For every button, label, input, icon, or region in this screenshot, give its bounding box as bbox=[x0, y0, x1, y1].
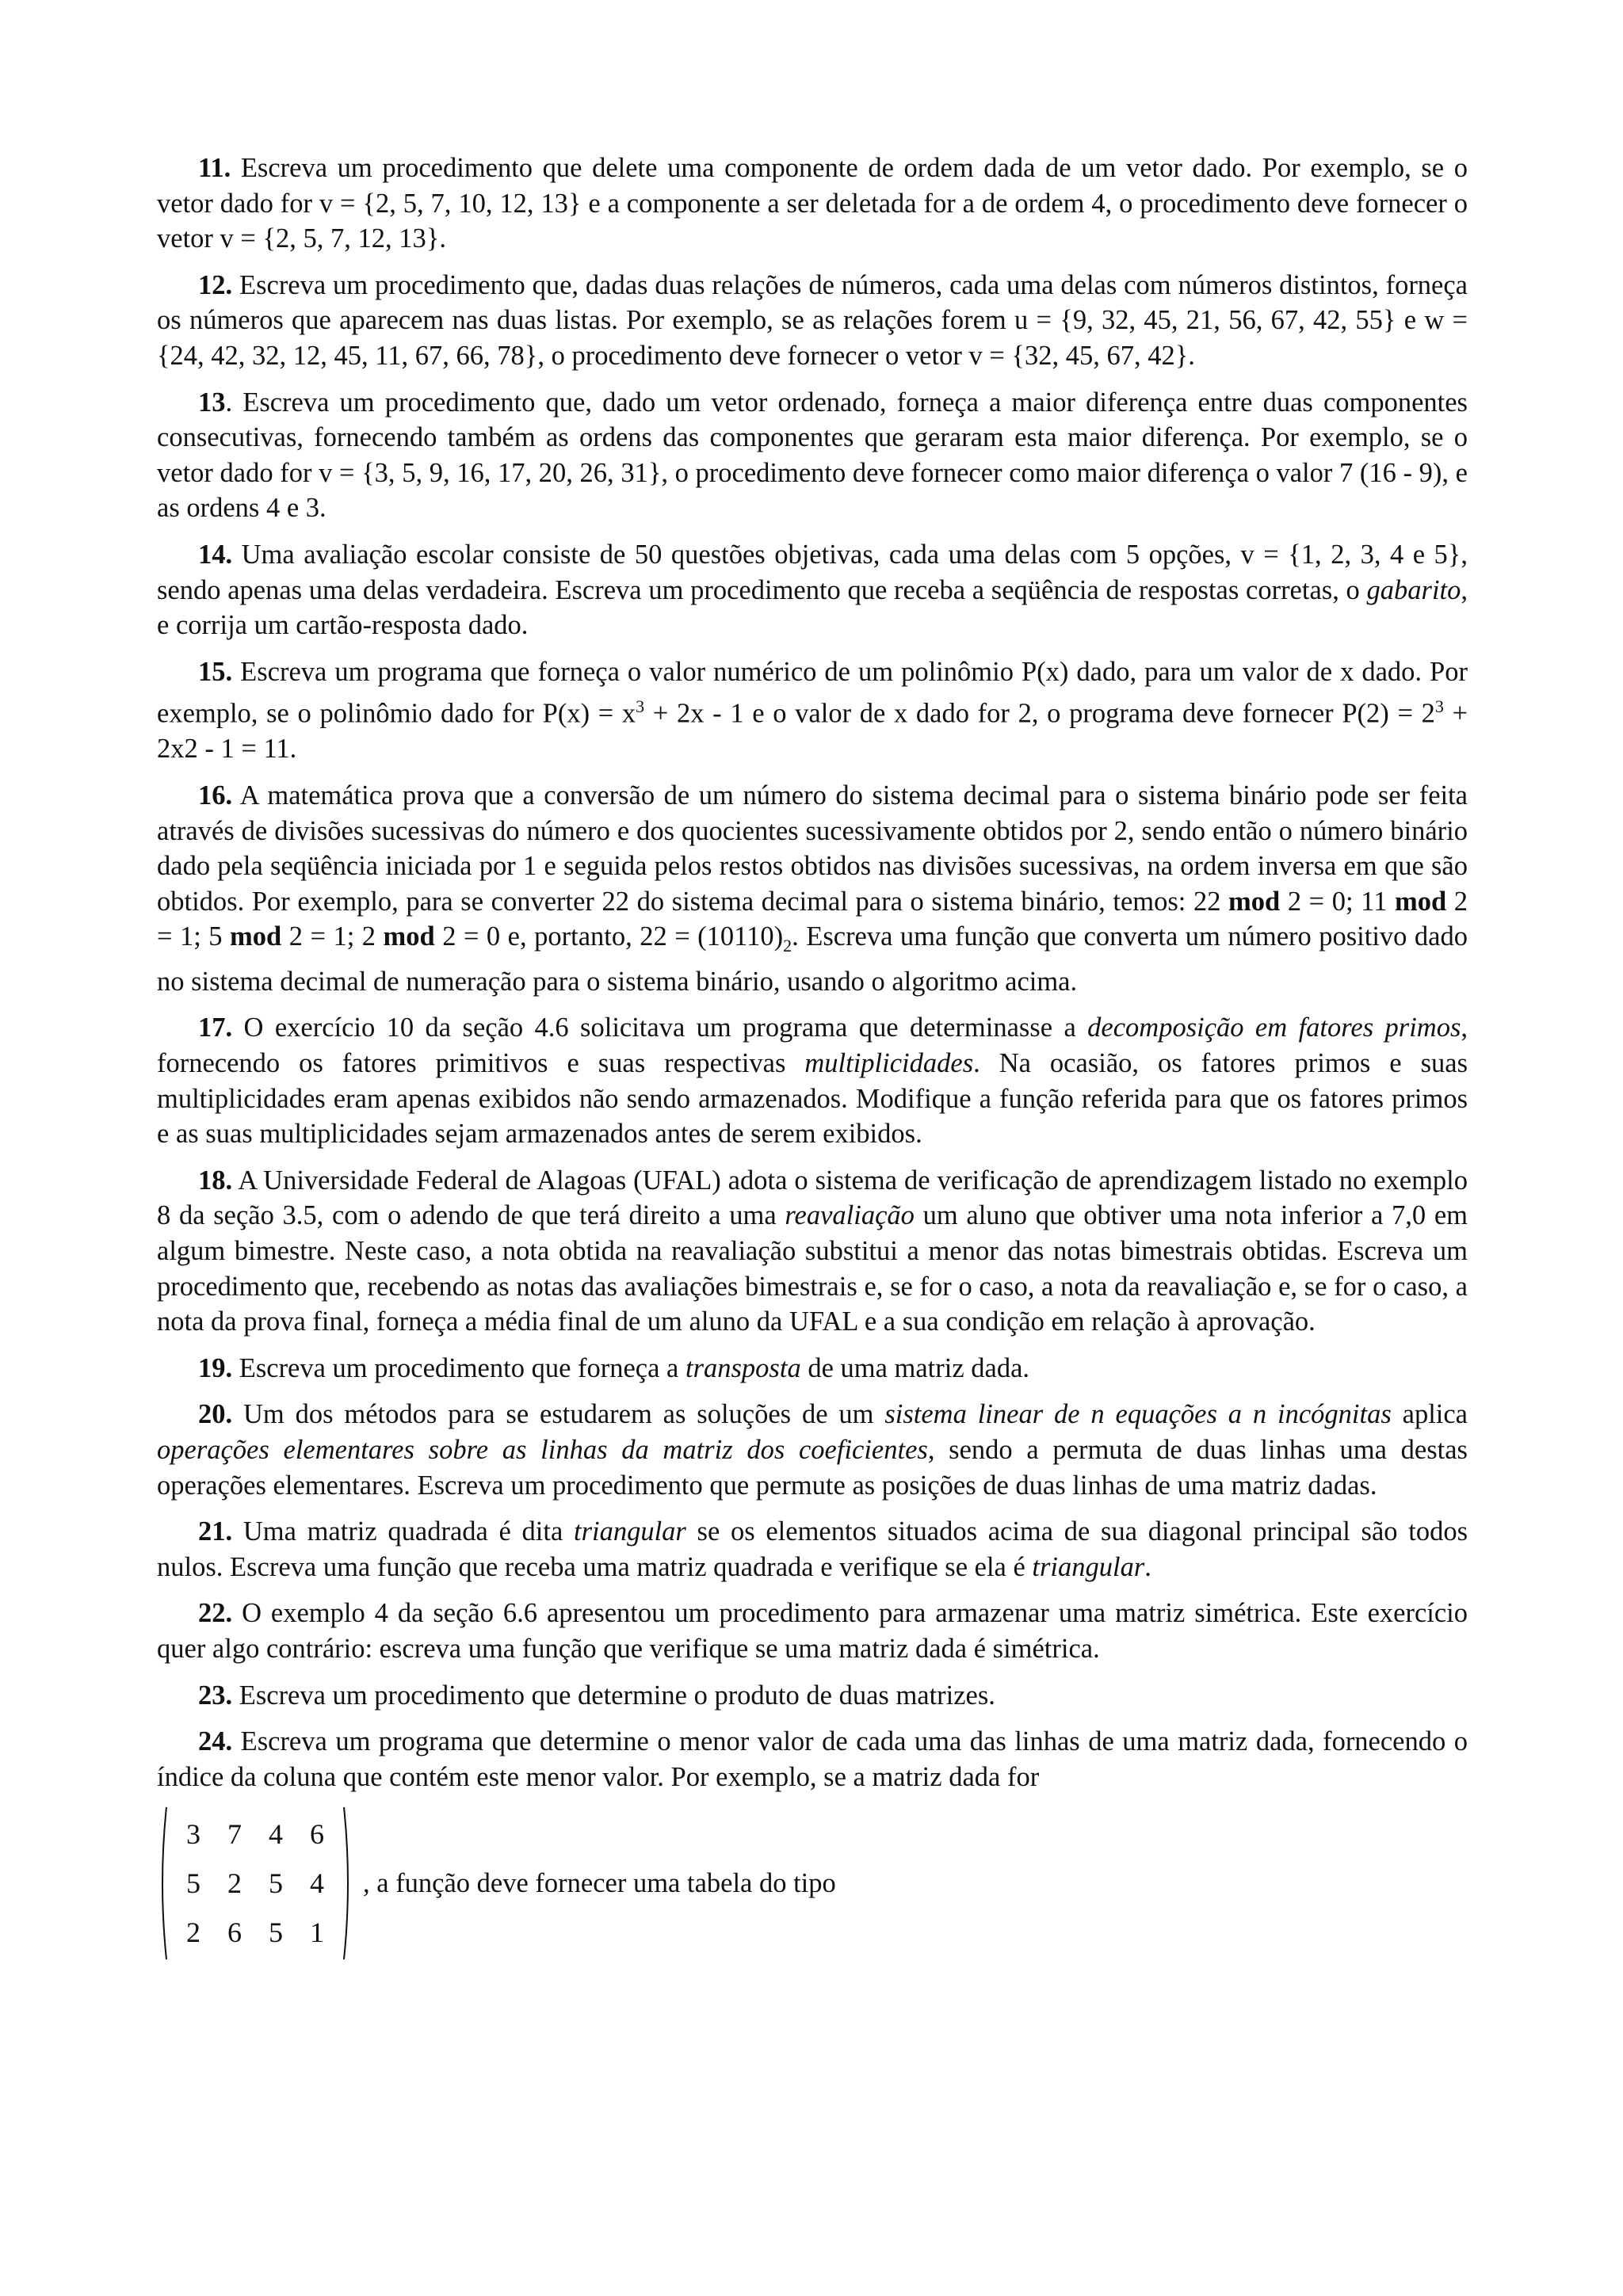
exercise-number: 17. bbox=[198, 1013, 233, 1043]
matrix-cell: 5 bbox=[186, 1867, 200, 1900]
exercise-number: 18. bbox=[198, 1165, 233, 1196]
matrix-cell: 4 bbox=[310, 1867, 324, 1900]
exercise-text: 2 = 0 e, portanto, 22 = (10110) bbox=[434, 921, 784, 952]
matrix-cell: 3 bbox=[186, 1818, 200, 1851]
exercise-text: 2 = 1; 5 bbox=[157, 886, 1468, 952]
exercise-text: 2 bbox=[783, 936, 792, 956]
exercise-20 bbox=[157, 1397, 1468, 1503]
exercise-text: reavaliação bbox=[785, 1200, 915, 1231]
exercise-text: operações elementares sobre as linhas da matriz dos coeficientes bbox=[157, 1434, 928, 1465]
right-paren-icon bbox=[342, 1806, 353, 1961]
exercise-19 bbox=[157, 1351, 1468, 1386]
matrix-cell: 5 bbox=[269, 1917, 283, 1949]
exercise-text: , fornecendo os fatores primitivos e suas respectivas bbox=[157, 1013, 1468, 1079]
exercise-text: O exercício 10 da seção 4.6 solicitava um programa que determinasse a bbox=[232, 1013, 1088, 1043]
exercise-number: 11. bbox=[198, 153, 231, 183]
exercise-number: 13 bbox=[198, 387, 226, 418]
exercise-text: A matemática prova que a conversão de um número do sistema decimal para o sistema binário pode ser feita através de divisões sucessivas do número e dos quocientes sucessivamente obtidos por 2, sendo então o número binário dado pela seqüência iniciada por 1 e seguida pelos restos obtidos nas divisões sucessivas, na ordem inversa em que são obtidos. Por exemplo, para se converter 22 do sistema decimal para o sistema binário, temos: 22 bbox=[157, 780, 1468, 917]
exercise-text: mod bbox=[383, 921, 435, 952]
matrix-cell: 2 bbox=[227, 1867, 242, 1900]
exercise-text: . Na ocasião, os fatores primos e suas multiplicidades eram apenas exibidos não sendo armazenados. Modifique a função referida para que os fatores primos e as suas multiplicidades sejam armazenados antes de serem exibidos. bbox=[157, 1048, 1468, 1150]
exercise-number: 24. bbox=[198, 1726, 233, 1757]
matrix-cell: 2 bbox=[186, 1917, 200, 1949]
matrix-cell: 6 bbox=[310, 1818, 324, 1851]
exercise-text: triangular bbox=[1032, 1551, 1145, 1582]
exercise-text: transposta bbox=[685, 1352, 801, 1383]
exercise-text: aplica bbox=[1391, 1399, 1468, 1430]
exercise-text: se os elementos situados acima de sua diagonal principal são todos nulos. Escreva uma função que receba uma matriz quadrada e verifique se ela é bbox=[157, 1516, 1468, 1582]
exercise-text: Escreva um procedimento que, dadas duas relações de números, cada uma delas com números distintos, forneça os números que aparecem nas duas listas. Por exemplo, se as relações forem u = {9, 32, 45, 21, 56, 67, 42, 55} e w = {24, 42, 32, 12, 45, 11, 67, 66, 78}, o procedimento deve fornecer o vetor v = {32, 45, 67, 42}. bbox=[157, 269, 1468, 371]
exercise-text: , e corrija um cartão-resposta dado. bbox=[157, 574, 1468, 641]
exercise-22 bbox=[157, 1596, 1468, 1666]
exercise-text: um aluno que obtiver uma nota inferior a 7,0 em algum bimestre. Neste caso, a nota obtida na reavaliação substitui a menor das notas bimestrais obtidas. Escreva um procedimento que, recebendo as notas das avaliações bimestrais e, se for o caso, a nota da reavaliação e, se for o caso, a nota da prova final, forneça a média final de um aluno da UFAL e a sua condição em relação à aprovação. bbox=[157, 1200, 1468, 1337]
matrix-cell: 6 bbox=[227, 1917, 242, 1949]
exercise-14 bbox=[157, 537, 1468, 643]
exercise-text: mod bbox=[1394, 886, 1447, 917]
exercise-number: 21. bbox=[198, 1516, 233, 1547]
exercise-text: A Universidade Federal de Alagoas (UFAL) adota o sistema de verificação de aprendizagem listado no exemplo 8 da seção 3.5, com o adendo de que terá direito a uma bbox=[157, 1165, 1468, 1231]
exercise-text: Uma matriz quadrada é dita bbox=[232, 1516, 574, 1547]
exercise-text: Escreva um programa que determine o menor valor de cada uma das linhas de uma matriz dada, fornecendo o índice da coluna que contém este menor valor. Por exemplo, se a matriz dada for bbox=[157, 1726, 1468, 1792]
exercise-text: . bbox=[1144, 1551, 1151, 1582]
exercise-text: Escreva um procedimento que forneça a bbox=[232, 1352, 685, 1383]
exercise-text: , sendo a permuta de duas linhas uma destas operações elementares. Escreva um procedimento que permute as posições de duas linhas de uma matriz dadas. bbox=[157, 1434, 1468, 1501]
exercise-list bbox=[157, 151, 1468, 1794]
exercise-text: . Escreva uma função que converta um número positivo dado no sistema decimal de numeração para o sistema binário, usando o algoritmo acima. bbox=[157, 921, 1468, 997]
matrix-cell: 1 bbox=[310, 1917, 324, 1949]
exercise-text: decomposição em fatores primos bbox=[1087, 1013, 1461, 1043]
matrix-cell: 4 bbox=[269, 1818, 283, 1851]
exercise-text: Escreva um programa que forneça o valor numérico de um polinômio P(x) dado, para um valor de x dado. Por exemplo, se o polinômio dado for P(x) = x bbox=[157, 656, 1468, 729]
exercise-number: 16. bbox=[198, 780, 233, 810]
exercise-text: mod bbox=[1228, 886, 1281, 917]
exercise-text: Escreva um procedimento que delete uma componente de ordem dada de um vetor dado. Por exemplo, se o vetor dado for v = {2, 5, 7, 10, 12, 13} e a componente a ser deletada for a de ordem 4, o procedimento deve fornecer o vetor v = {2, 5, 7, 12, 13}. bbox=[157, 153, 1468, 254]
exercise-24 bbox=[157, 1724, 1468, 1794]
exercise-13 bbox=[157, 385, 1468, 526]
exercise-text: 2 = 0; 11 bbox=[1280, 886, 1395, 917]
exercise-text: Um dos métodos para se estudarem as soluções de um bbox=[232, 1399, 885, 1430]
exercise-text: . Escreva um procedimento que, dado um vetor ordenado, forneça a maior diferença entre duas componentes consecutivas, fornecendo também as ordens das componentes que geraram esta maior diferença. Por exemplo, se o vetor dado for v = {3, 5, 9, 16, 17, 20, 26, 31}, o procedimento deve fornecer como maior diferença o valor 7 (16 - 9), e as ordens 4 e 3. bbox=[157, 387, 1468, 524]
exercise-12 bbox=[157, 268, 1468, 374]
exercise-number: 15. bbox=[198, 656, 233, 687]
exercise-number: 22. bbox=[198, 1598, 233, 1629]
exercise-number: 19. bbox=[198, 1352, 233, 1383]
exercise-text: 3 bbox=[636, 696, 645, 717]
exercise-15 bbox=[157, 654, 1468, 767]
exercise-number: 23. bbox=[198, 1680, 233, 1711]
matrix-caption: , a função deve fornecer uma tabela do tipo bbox=[363, 1868, 836, 1899]
exercise-number: 20. bbox=[198, 1399, 233, 1430]
exercise-text: 3 bbox=[1434, 696, 1444, 717]
matrix bbox=[168, 1810, 342, 1957]
left-paren-icon bbox=[157, 1806, 168, 1961]
exercise-text: 2 = 1; 2 bbox=[281, 921, 384, 952]
exercise-text: Escreva um procedimento que determine o produto de duas matrizes. bbox=[232, 1680, 995, 1711]
exercise-text: triangular bbox=[573, 1516, 686, 1547]
matrix-cell: 5 bbox=[269, 1867, 283, 1900]
exercise-text: O exemplo 4 da seção 6.6 apresentou um procedimento para armazenar uma matriz simétrica. Este exercício quer algo contrário: escreva uma função que verifique se uma matriz dada é simétrica. bbox=[157, 1598, 1468, 1664]
exercise-text: de uma matriz dada. bbox=[800, 1352, 1030, 1383]
exercise-text: multiplicidades bbox=[804, 1048, 974, 1079]
exercise-23 bbox=[157, 1678, 1468, 1714]
document-page bbox=[157, 151, 1468, 1961]
exercise-18 bbox=[157, 1163, 1468, 1340]
exercise-text: + 2x - 1 e o valor de x dado for 2, o programa deve fornecer P(2) = 2 bbox=[644, 698, 1435, 729]
exercise-text: + 2x2 - 1 = 11. bbox=[157, 698, 1468, 765]
exercise-number: 12. bbox=[198, 269, 233, 300]
exercise-text: sistema linear de n equações a n incógnitas bbox=[884, 1399, 1392, 1430]
exercise-number: 14. bbox=[198, 539, 233, 570]
exercise-text: Uma avaliação escolar consiste de 50 questões objetivas, cada uma delas com 5 opções, v = {1, 2, 3, 4 e 5}, sendo apenas uma delas verdadeira. Escreva um procedimento que receba a seqüência de respostas corretas, o bbox=[157, 539, 1468, 605]
exercise-21 bbox=[157, 1514, 1468, 1585]
exercise-text: mod bbox=[230, 921, 282, 952]
exercise-17 bbox=[157, 1010, 1468, 1151]
exercise-text: gabarito bbox=[1366, 574, 1461, 605]
matrix-example bbox=[157, 1806, 1468, 1961]
exercise-16 bbox=[157, 778, 1468, 999]
matrix-cell: 7 bbox=[227, 1818, 242, 1851]
exercise-11 bbox=[157, 151, 1468, 257]
